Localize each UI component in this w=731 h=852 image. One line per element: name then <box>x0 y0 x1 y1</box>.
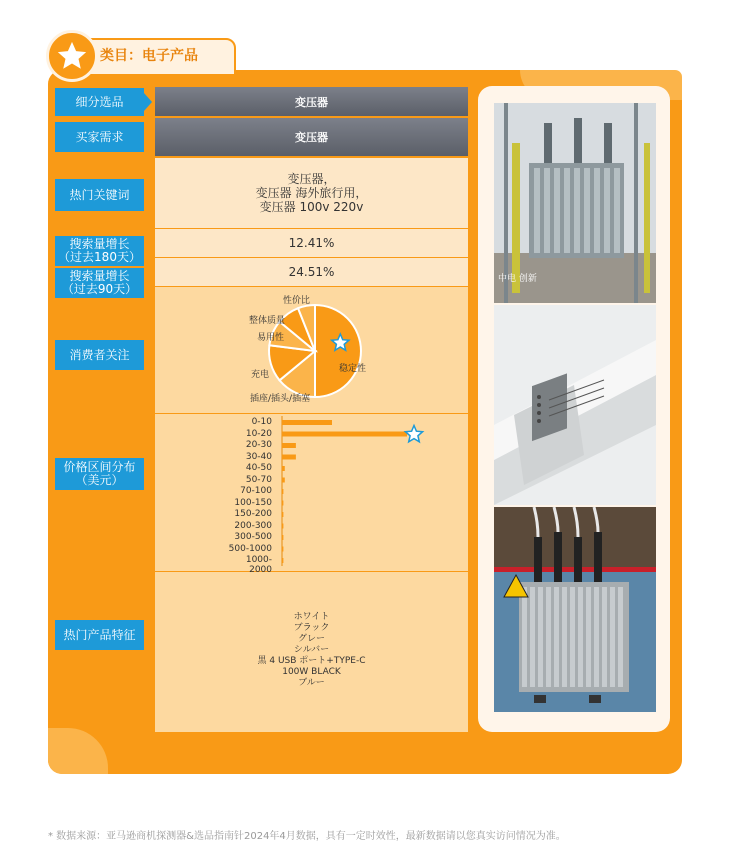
feature-item: ホワイト <box>293 612 330 622</box>
price-bar <box>282 478 285 483</box>
price-tick-label: 100-150 <box>234 497 272 508</box>
pie-label: 易用性 <box>257 333 285 343</box>
label-hot-features: 热门产品特征 <box>55 620 144 650</box>
label-buyer-need: 买家需求 <box>55 122 144 152</box>
price-tick-label: 70-100 <box>240 486 272 496</box>
subcategory-value: 变压器 <box>155 87 468 116</box>
price-tick-label: 40-50 <box>245 463 272 473</box>
price-tick-label: 500-1000 <box>228 543 272 554</box>
price-tick-label: 150-200 <box>234 509 272 519</box>
price-bar <box>282 455 296 460</box>
pie-label: 性价比 <box>283 296 311 306</box>
label-hot-keywords: 热门关键词 <box>55 179 144 211</box>
price-bar <box>282 432 407 437</box>
price-bar <box>282 420 332 425</box>
photo-watermark: 中电 创新 <box>498 274 537 284</box>
label-consumer-focus: 消费者关注 <box>55 340 144 370</box>
price-tick-label: 30-40 <box>245 451 272 462</box>
label-price-distribution: 价格区间分布 （美元） <box>55 458 144 490</box>
hot-keywords-value: 变压器， 变压器 海外旅行用， 变压器 100v 220v <box>155 158 468 228</box>
price-tick-label: 50-70 <box>245 474 272 485</box>
label-growth-90: 搜索量增长 （过去90天） <box>55 268 144 298</box>
label-growth-180: 搜索量增长 （过去180天） <box>55 236 144 266</box>
pie-label: 插座/插头/插塞 <box>250 394 311 404</box>
data-source-note: * 数据来源：亚马逊商机探测器&选品指南针2024年4月数据，具有一定时效性，最新数据请以您真实访问情况为准。 <box>48 831 566 842</box>
growth-180-value: 12.41% <box>155 229 468 257</box>
label-subcategory: 细分选品 <box>55 88 144 116</box>
price-bar <box>282 558 283 563</box>
price-bar <box>282 501 283 506</box>
pie-label: 整体质量 <box>249 316 286 326</box>
feature-item: グレー <box>297 634 325 644</box>
price-tick-label: 10-20 <box>245 428 272 439</box>
feature-item: シルバー <box>293 645 330 655</box>
pie-slice <box>315 305 361 397</box>
feature-item: 100W BLACK <box>282 667 341 677</box>
price-bar <box>282 535 283 540</box>
feature-item: 黒 4 USB ポート+TYPE-C <box>257 656 366 666</box>
category-title: 类目：电子产品 <box>100 48 198 64</box>
price-bar-chart <box>280 416 440 568</box>
growth-90-value: 24.51% <box>155 258 468 286</box>
buyer-need-value: 变压器 <box>155 118 468 156</box>
selected-arrow-icon <box>144 93 152 111</box>
price-bar <box>282 524 283 529</box>
substation-transformer-photo <box>494 103 656 303</box>
price-tick-label: 20-30 <box>245 440 272 450</box>
oil-transformer-photo <box>494 507 656 712</box>
price-tick-label: 200-300 <box>234 520 272 531</box>
price-tick-label: 0-10 <box>251 417 272 427</box>
features-list <box>155 612 468 689</box>
star-icon <box>55 39 89 73</box>
star-badge <box>46 30 98 82</box>
price-tick-label: 1000-2000 <box>245 555 272 575</box>
feature-item: ブルー <box>298 678 325 688</box>
highlight-star-icon <box>405 426 422 442</box>
feature-item: ブラック <box>293 623 330 633</box>
price-bar <box>282 466 285 471</box>
price-bar <box>282 443 296 448</box>
price-bar <box>282 512 283 517</box>
price-bar <box>282 489 283 494</box>
price-bar <box>282 547 283 552</box>
ballast-transformer-photo <box>494 305 656 505</box>
pie-label: 充电 <box>251 370 270 380</box>
pie-label: 稳定性 <box>339 364 367 374</box>
price-tick-label: 300-500 <box>234 532 272 542</box>
